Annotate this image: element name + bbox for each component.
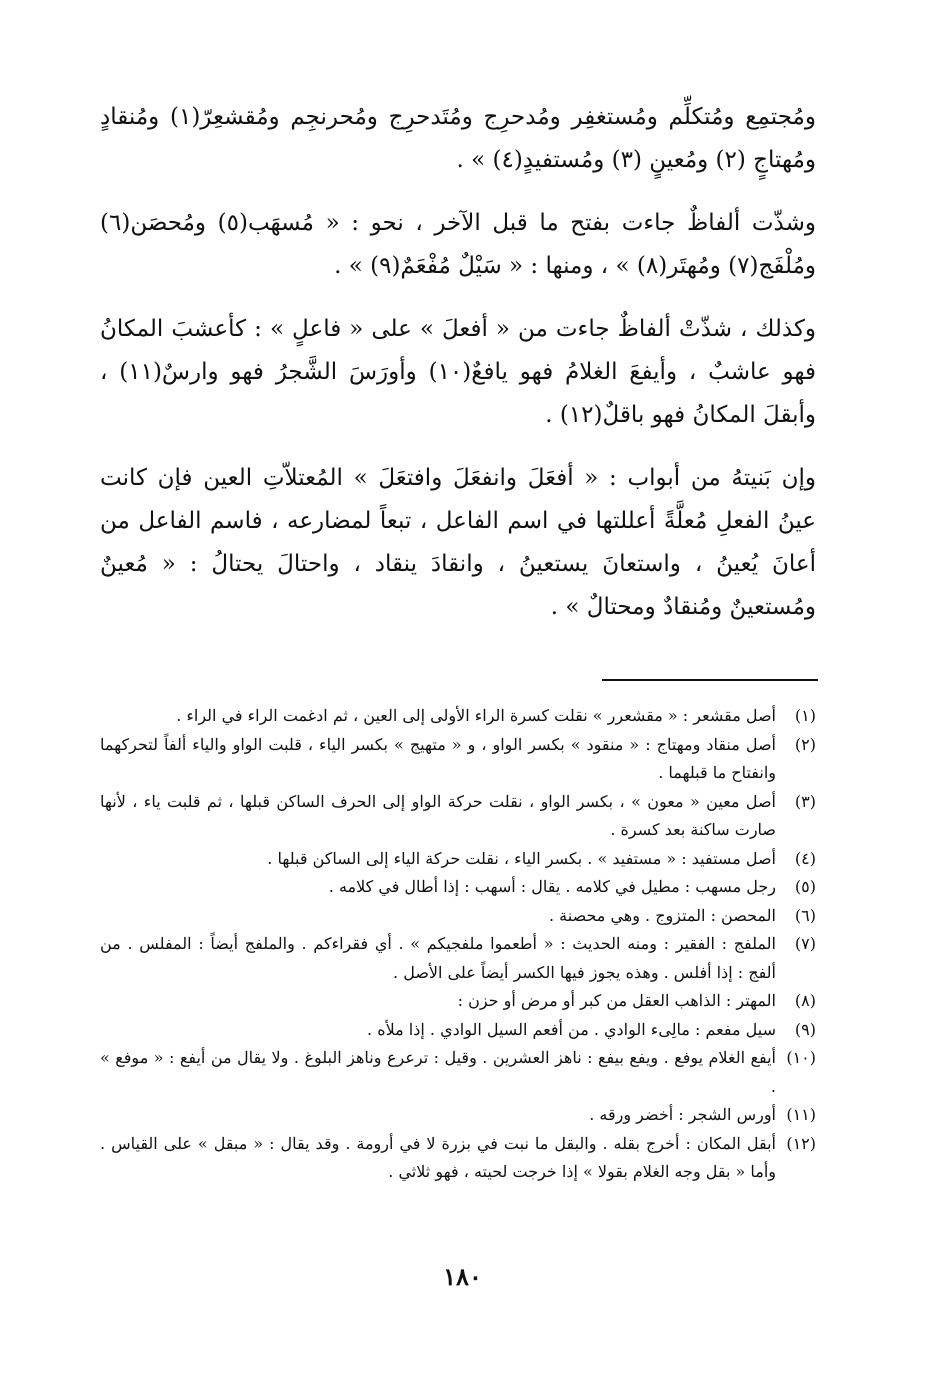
page-number: ١٨٠ bbox=[443, 1262, 482, 1291]
footnote-text: أصل معين « معون » ، بكسر الواو ، نقلت حركة الواو إلى الحرف الساكن قبلها ، ثم قلبت ياء ، لأنها صارت ساكنة بعد كسرة . bbox=[100, 791, 776, 839]
footnote-10 bbox=[100, 1044, 816, 1101]
footnote-text: أورس الشجر : أخضر ورقه . bbox=[589, 1105, 776, 1124]
footnote-number: (٣) bbox=[794, 791, 816, 811]
footnote-5 bbox=[100, 873, 816, 902]
paragraph-3: وكذلك ، شذّتْ ألفاظٌ جاءت من « أفعلَ » على « فاعلٍ » : كأعشبَ المكانُ فهو عاشبٌ ، وأيفعَ الغلامُ فهو يافعٌ(١٠) وأورَسَ الشَّجرُ فهو وارسٌ(١١) ، وأبقلَ المكانُ فهو باقلٌ(١٢) . bbox=[100, 316, 816, 428]
footnote-number: (٥) bbox=[794, 877, 816, 896]
footnote-number: (٢) bbox=[794, 734, 816, 754]
paragraph-2: وشذّت ألفاظٌ جاءت بفتح ما قبل الآخر ، نحو : « مُسهَب(٥) ومُحصَن(٦) ومُلْفَج(٧) ومُهتَر(٨) » ، ومنها : « سَيْلٌ مُفْعَمٌ(٩) » . bbox=[100, 210, 816, 279]
footnote-separator bbox=[602, 679, 818, 681]
footnote-number: (٤) bbox=[794, 848, 816, 868]
footnote-number: (٧) bbox=[794, 934, 816, 953]
footnote-text: رجل مسهب : مطيل في كلامه . يقال : أسهب : إذا أطال في كلامه . bbox=[328, 877, 776, 896]
footnote-2 bbox=[100, 731, 816, 788]
footnote-text: أيفع الغلام يوفع . ويفع بيفع : ناهز العشرين . وقيل : ترعرع وناهز البلوغ . ولا يقال من أيفع : « موفع » . bbox=[100, 1048, 777, 1096]
footnote-11 bbox=[100, 1101, 816, 1130]
footnote-6 bbox=[100, 902, 816, 931]
footnote-8 bbox=[100, 987, 816, 1016]
footnote-7 bbox=[100, 930, 816, 987]
footnote-1 bbox=[100, 702, 816, 731]
footnote-text: المهتر : الذاهب العقل من كبر أو مرض أو حزن : bbox=[457, 991, 776, 1010]
footnote-number: (٨) bbox=[794, 991, 816, 1010]
footnote-number: (٩) bbox=[794, 1019, 816, 1039]
footnote-text: أصل منقاد ومهتاج : « منقود » بكسر الواو ، و « متهيج » بكسر الياء ، قلبت الواو والياء ألفاً لتحركهما وانفتاح ما قبلهما . bbox=[100, 734, 776, 782]
footnote-12 bbox=[100, 1130, 816, 1187]
footnote-text: الملفج : الفقير : ومنه الحديث : « أطعموا ملفجيكم » . أي فقراءكم . والملفج أيضاً : المفلس . من ألفج : إذا أفلس . وهذه يجوز فيها الكسر أيضاً على الأصل . bbox=[100, 934, 776, 982]
footnote-number: (١٠) bbox=[786, 1048, 816, 1067]
footnote-3 bbox=[100, 788, 816, 845]
footnote-number: (١) bbox=[794, 706, 816, 725]
footnotes bbox=[100, 702, 816, 1187]
page-content bbox=[100, 96, 816, 629]
paragraph-1: ومُجتمِع ومُتكلِّم ومُستغفِر ومُدحرِج ومُتَدحرِج ومُحرنجِم ومُقشعِرّ(١) ومُنقادٍ ومُهتاجٍ (٢) ومُعينٍ (٣) ومُستفيدٍ(٤) » . bbox=[100, 104, 816, 173]
footnote-text: أصل مقشعر : « مقشعرر » نقلت كسرة الراء الأولى إلى العين ، ثم ادغمت الراء في الراء . bbox=[176, 706, 776, 725]
footnote-text: المحصن : المتزوج . وهي محصنة . bbox=[549, 905, 776, 925]
footnote-number: (١١) bbox=[786, 1105, 816, 1124]
paragraph-4: وإن بَنيتهُ من أبواب : « أفعَلَ وانفعَلَ وافتعَلَ » المُعتلاّتِ العين فإن كانت عينُ الفعلِ مُعلَّةً أعللتها في اسم الفاعل ، تبعاً لمضارعه ، فاسم الفاعل من أعانَ يُعينُ ، واستعانَ يستعينُ ، وانقادَ ينقاد ، واحتالَ يحتالُ : « مُعينٌ ومُستعينٌ ومُنقادٌ ومحتالٌ » . bbox=[100, 465, 816, 620]
footnote-4 bbox=[100, 845, 816, 874]
footnote-text: أبقل المكان : أخرج بقله . والبقل ما نبت في بزرة لا في أرومة . وقد يقال : « مبقل » على القياس . وأما « بقل وجه الغلام بقولا » إذا خرجت لحيته ، فهو ثلاثي . bbox=[100, 1133, 776, 1181]
footnote-text: سيل مفعم : مالِىء الوادي . من أفعم السيل الوادي . إذا ملأه . bbox=[367, 1019, 776, 1039]
footnote-number: (١٢) bbox=[786, 1133, 816, 1153]
main-text bbox=[100, 96, 816, 629]
footnote-9 bbox=[100, 1016, 816, 1045]
footnote-number: (٦) bbox=[794, 905, 816, 925]
footnote-text: أصل مستفيد : « مستفيد » . بكسر الياء ، نقلت حركة الياء إلى الساكن قبلها . bbox=[267, 848, 776, 868]
